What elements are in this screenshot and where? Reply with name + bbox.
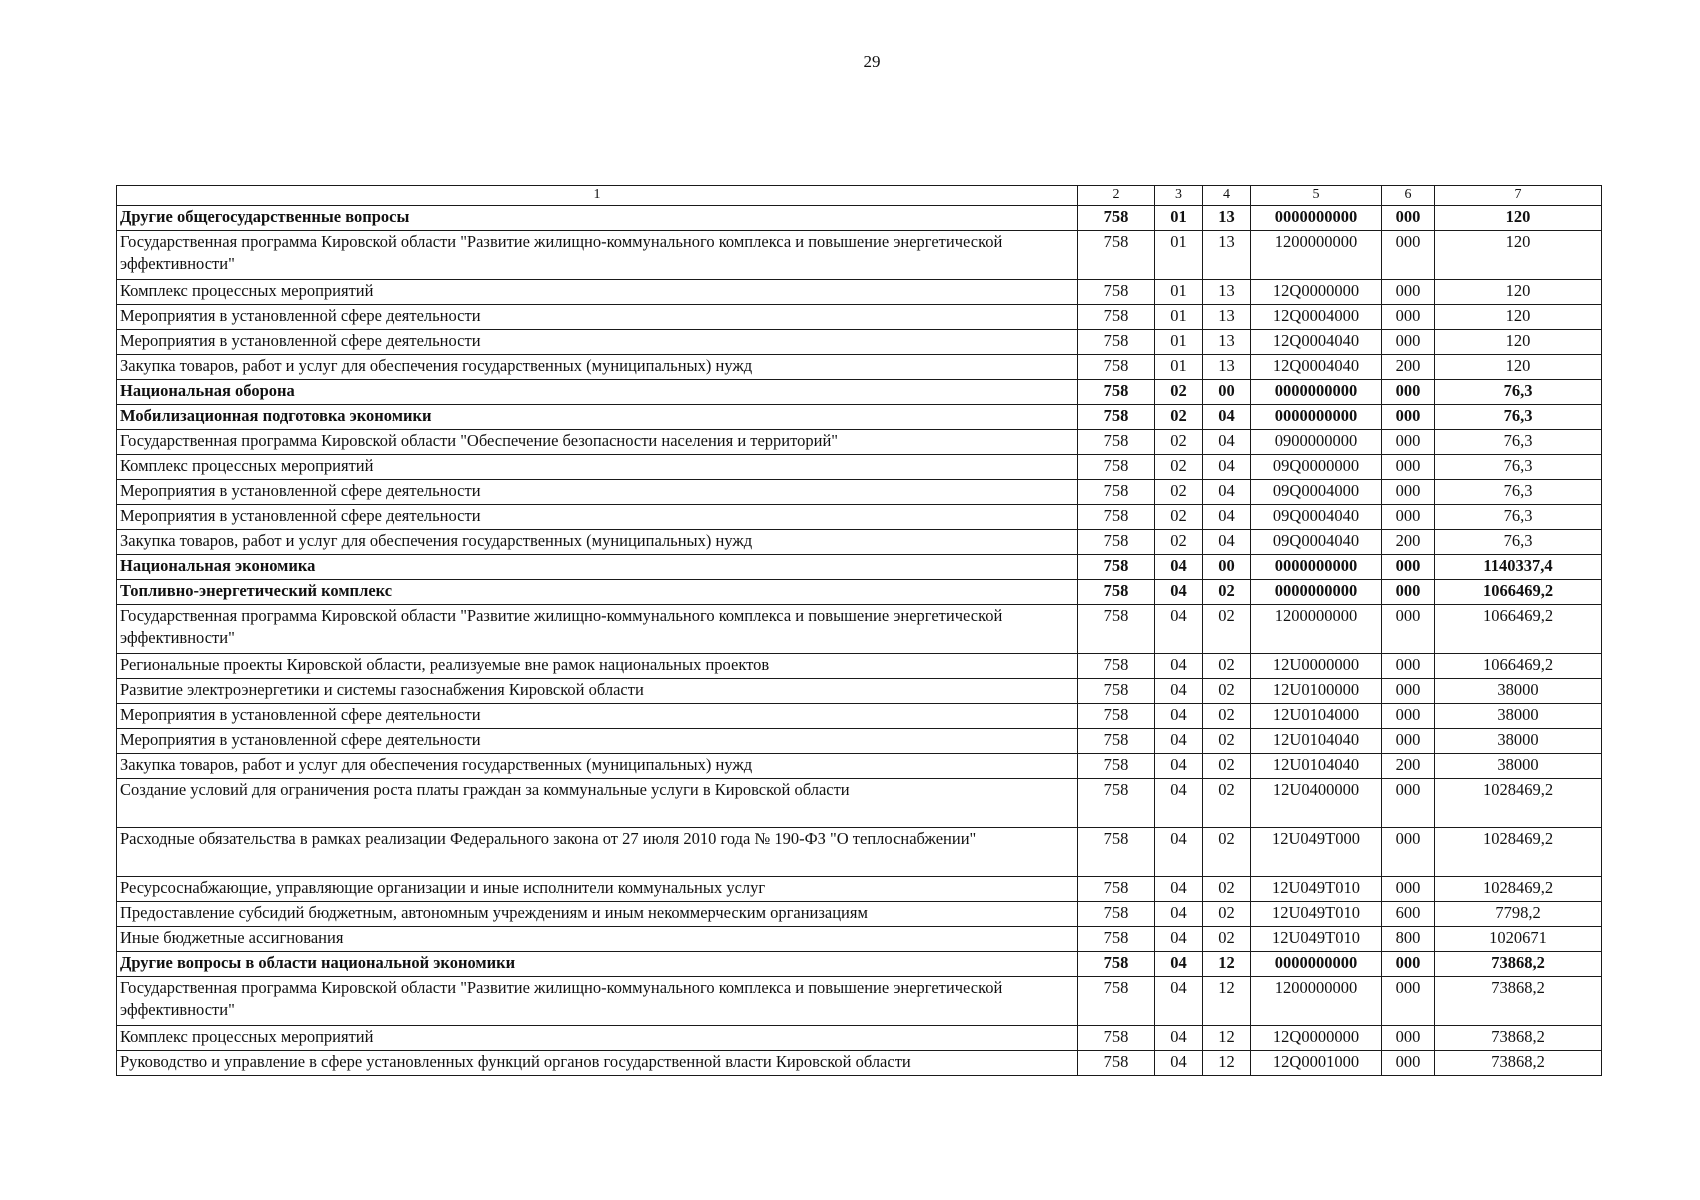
table-body — [117, 186, 1602, 1076]
row-amount-cell: 73868,2 — [1435, 952, 1602, 977]
row-code-cell: 758 — [1078, 555, 1155, 580]
table-row — [117, 405, 1602, 430]
row-target-cell: 12U049T010 — [1251, 902, 1382, 927]
row-expense-type-cell: 000 — [1382, 580, 1435, 605]
row-subsection-cell: 04 — [1203, 455, 1251, 480]
row-target-cell: 0000000000 — [1251, 952, 1382, 977]
row-amount-cell: 7798,2 — [1435, 902, 1602, 927]
row-section-cell: 04 — [1155, 555, 1203, 580]
table-row — [117, 927, 1602, 952]
row-subsection-cell: 02 — [1203, 754, 1251, 779]
row-name-cell: Региональные проекты Кировской области, реализуемые вне рамок национальных проектов — [117, 654, 1078, 679]
row-code-cell: 758 — [1078, 828, 1155, 877]
row-amount-cell: 1066469,2 — [1435, 605, 1602, 654]
row-code-cell: 758 — [1078, 206, 1155, 231]
row-section-cell: 02 — [1155, 530, 1203, 555]
row-expense-type-cell: 200 — [1382, 754, 1435, 779]
row-subsection-cell: 02 — [1203, 654, 1251, 679]
row-target-cell: 12U0000000 — [1251, 654, 1382, 679]
row-expense-type-cell: 000 — [1382, 455, 1435, 480]
row-expense-type-cell: 000 — [1382, 231, 1435, 280]
row-code-cell: 758 — [1078, 1026, 1155, 1051]
row-target-cell: 09Q0004040 — [1251, 505, 1382, 530]
table-row — [117, 480, 1602, 505]
row-target-cell: 12U049T010 — [1251, 927, 1382, 952]
row-section-cell: 04 — [1155, 605, 1203, 654]
row-expense-type-cell: 000 — [1382, 505, 1435, 530]
row-amount-cell: 120 — [1435, 355, 1602, 380]
row-target-cell: 12U0104040 — [1251, 729, 1382, 754]
row-amount-cell: 1066469,2 — [1435, 654, 1602, 679]
header-cell: 5 — [1251, 186, 1382, 206]
row-amount-cell: 76,3 — [1435, 455, 1602, 480]
row-code-cell: 758 — [1078, 977, 1155, 1026]
row-name-cell: Государственная программа Кировской области "Обеспечение безопасности населения и территорий" — [117, 430, 1078, 455]
row-section-cell: 04 — [1155, 828, 1203, 877]
row-subsection-cell: 04 — [1203, 405, 1251, 430]
row-code-cell: 758 — [1078, 1051, 1155, 1076]
row-subsection-cell: 04 — [1203, 480, 1251, 505]
row-name-cell: Иные бюджетные ассигнования — [117, 927, 1078, 952]
row-name-cell: Мероприятия в установленной сфере деятельности — [117, 330, 1078, 355]
row-section-cell: 04 — [1155, 1051, 1203, 1076]
row-target-cell: 12Q0000000 — [1251, 280, 1382, 305]
row-amount-cell: 38000 — [1435, 729, 1602, 754]
row-expense-type-cell: 000 — [1382, 729, 1435, 754]
row-section-cell: 04 — [1155, 679, 1203, 704]
row-section-cell: 04 — [1155, 754, 1203, 779]
row-name-cell: Топливно-энергетический комплекс — [117, 580, 1078, 605]
row-amount-cell: 1020671 — [1435, 927, 1602, 952]
row-subsection-cell: 02 — [1203, 679, 1251, 704]
row-subsection-cell: 13 — [1203, 206, 1251, 231]
row-target-cell: 12Q0001000 — [1251, 1051, 1382, 1076]
table-row — [117, 779, 1602, 828]
row-subsection-cell: 00 — [1203, 555, 1251, 580]
row-name-cell: Расходные обязательства в рамках реализации Федерального закона от 27 июля 2010 года № 190-ФЗ "О теплоснабжении" — [117, 828, 1078, 877]
row-code-cell: 758 — [1078, 779, 1155, 828]
row-expense-type-cell: 000 — [1382, 779, 1435, 828]
header-cell: 6 — [1382, 186, 1435, 206]
row-target-cell: 1200000000 — [1251, 231, 1382, 280]
row-amount-cell: 76,3 — [1435, 430, 1602, 455]
row-subsection-cell: 13 — [1203, 330, 1251, 355]
row-amount-cell: 76,3 — [1435, 505, 1602, 530]
row-subsection-cell: 02 — [1203, 828, 1251, 877]
row-expense-type-cell: 000 — [1382, 679, 1435, 704]
row-subsection-cell: 02 — [1203, 729, 1251, 754]
row-code-cell: 758 — [1078, 654, 1155, 679]
row-section-cell: 02 — [1155, 430, 1203, 455]
row-code-cell: 758 — [1078, 729, 1155, 754]
row-expense-type-cell: 000 — [1382, 654, 1435, 679]
row-target-cell: 1200000000 — [1251, 605, 1382, 654]
row-target-cell: 12U0104000 — [1251, 704, 1382, 729]
table-row — [117, 704, 1602, 729]
row-code-cell: 758 — [1078, 231, 1155, 280]
row-subsection-cell: 00 — [1203, 380, 1251, 405]
header-cell: 7 — [1435, 186, 1602, 206]
header-cell: 4 — [1203, 186, 1251, 206]
row-amount-cell: 73868,2 — [1435, 1026, 1602, 1051]
row-amount-cell: 38000 — [1435, 754, 1602, 779]
row-code-cell: 758 — [1078, 605, 1155, 654]
row-name-cell: Мобилизационная подготовка экономики — [117, 405, 1078, 430]
row-subsection-cell: 02 — [1203, 605, 1251, 654]
row-name-cell: Предоставление субсидий бюджетным, автономным учреждениям и иным некоммерческим организациям — [117, 902, 1078, 927]
row-amount-cell: 76,3 — [1435, 380, 1602, 405]
row-amount-cell: 76,3 — [1435, 480, 1602, 505]
table-row — [117, 1026, 1602, 1051]
row-code-cell: 758 — [1078, 305, 1155, 330]
row-expense-type-cell: 000 — [1382, 704, 1435, 729]
table-row — [117, 729, 1602, 754]
row-code-cell: 758 — [1078, 480, 1155, 505]
row-amount-cell: 73868,2 — [1435, 977, 1602, 1026]
row-target-cell: 12U049T000 — [1251, 828, 1382, 877]
row-code-cell: 758 — [1078, 530, 1155, 555]
row-target-cell: 0900000000 — [1251, 430, 1382, 455]
row-section-cell: 01 — [1155, 231, 1203, 280]
row-amount-cell: 120 — [1435, 280, 1602, 305]
table-row — [117, 754, 1602, 779]
row-code-cell: 758 — [1078, 505, 1155, 530]
row-target-cell: 12Q0004040 — [1251, 355, 1382, 380]
row-expense-type-cell: 000 — [1382, 1026, 1435, 1051]
row-name-cell: Закупка товаров, работ и услуг для обеспечения государственных (муниципальных) нужд — [117, 754, 1078, 779]
row-expense-type-cell: 200 — [1382, 355, 1435, 380]
row-expense-type-cell: 000 — [1382, 305, 1435, 330]
row-target-cell: 12U049T010 — [1251, 877, 1382, 902]
row-section-cell: 04 — [1155, 977, 1203, 1026]
row-subsection-cell: 12 — [1203, 977, 1251, 1026]
row-target-cell: 12Q0000000 — [1251, 1026, 1382, 1051]
row-name-cell: Развитие электроэнергетики и системы газоснабжения Кировской области — [117, 679, 1078, 704]
row-expense-type-cell: 000 — [1382, 330, 1435, 355]
row-name-cell: Создание условий для ограничения роста платы граждан за коммунальные услуги в Кировской области — [117, 779, 1078, 828]
header-cell: 2 — [1078, 186, 1155, 206]
row-subsection-cell: 12 — [1203, 1051, 1251, 1076]
row-amount-cell: 73868,2 — [1435, 1051, 1602, 1076]
row-code-cell: 758 — [1078, 405, 1155, 430]
row-code-cell: 758 — [1078, 704, 1155, 729]
row-amount-cell: 76,3 — [1435, 530, 1602, 555]
table-row — [117, 679, 1602, 704]
row-target-cell: 0000000000 — [1251, 380, 1382, 405]
table-row — [117, 206, 1602, 231]
table-row — [117, 330, 1602, 355]
row-expense-type-cell: 000 — [1382, 430, 1435, 455]
table-row — [117, 580, 1602, 605]
row-subsection-cell: 12 — [1203, 1026, 1251, 1051]
row-expense-type-cell: 000 — [1382, 605, 1435, 654]
row-expense-type-cell: 000 — [1382, 828, 1435, 877]
row-amount-cell: 38000 — [1435, 704, 1602, 729]
row-target-cell: 12Q0004040 — [1251, 330, 1382, 355]
row-name-cell: Комплекс процессных мероприятий — [117, 280, 1078, 305]
row-name-cell: Государственная программа Кировской области "Развитие жилищно-коммунального комплекса и повышение энергетической эффективности" — [117, 605, 1078, 654]
row-name-cell: Национальная экономика — [117, 555, 1078, 580]
header-cell: 1 — [117, 186, 1078, 206]
table-row — [117, 430, 1602, 455]
table-row — [117, 877, 1602, 902]
row-amount-cell: 76,3 — [1435, 405, 1602, 430]
row-code-cell: 758 — [1078, 927, 1155, 952]
row-target-cell: 09Q0004040 — [1251, 530, 1382, 555]
row-name-cell: Мероприятия в установленной сфере деятельности — [117, 729, 1078, 754]
row-name-cell: Закупка товаров, работ и услуг для обеспечения государственных (муниципальных) нужд — [117, 355, 1078, 380]
row-expense-type-cell: 000 — [1382, 977, 1435, 1026]
row-expense-type-cell: 000 — [1382, 380, 1435, 405]
row-target-cell: 0000000000 — [1251, 555, 1382, 580]
row-section-cell: 04 — [1155, 580, 1203, 605]
row-subsection-cell: 02 — [1203, 877, 1251, 902]
row-section-cell: 04 — [1155, 952, 1203, 977]
row-subsection-cell: 13 — [1203, 231, 1251, 280]
row-section-cell: 01 — [1155, 206, 1203, 231]
row-name-cell: Комплекс процессных мероприятий — [117, 455, 1078, 480]
row-subsection-cell: 02 — [1203, 902, 1251, 927]
row-code-cell: 758 — [1078, 380, 1155, 405]
row-subsection-cell: 13 — [1203, 305, 1251, 330]
row-expense-type-cell: 000 — [1382, 480, 1435, 505]
row-section-cell: 04 — [1155, 877, 1203, 902]
row-code-cell: 758 — [1078, 280, 1155, 305]
row-subsection-cell: 04 — [1203, 505, 1251, 530]
row-section-cell: 01 — [1155, 330, 1203, 355]
row-name-cell: Руководство и управление в сфере установленных функций органов государственной власти Кировской области — [117, 1051, 1078, 1076]
table-row — [117, 305, 1602, 330]
row-target-cell: 12U0400000 — [1251, 779, 1382, 828]
row-target-cell: 09Q0004000 — [1251, 480, 1382, 505]
row-subsection-cell: 12 — [1203, 952, 1251, 977]
row-target-cell: 0000000000 — [1251, 206, 1382, 231]
row-section-cell: 04 — [1155, 927, 1203, 952]
row-subsection-cell: 02 — [1203, 580, 1251, 605]
table-row — [117, 231, 1602, 280]
table-row — [117, 952, 1602, 977]
table-row — [117, 505, 1602, 530]
table-header-row — [117, 186, 1602, 206]
row-expense-type-cell: 000 — [1382, 877, 1435, 902]
row-section-cell: 01 — [1155, 305, 1203, 330]
row-target-cell: 1200000000 — [1251, 977, 1382, 1026]
row-code-cell: 758 — [1078, 330, 1155, 355]
row-subsection-cell: 02 — [1203, 779, 1251, 828]
row-amount-cell: 1028469,2 — [1435, 828, 1602, 877]
row-target-cell: 09Q0000000 — [1251, 455, 1382, 480]
row-section-cell: 02 — [1155, 380, 1203, 405]
row-amount-cell: 1066469,2 — [1435, 580, 1602, 605]
row-amount-cell: 120 — [1435, 231, 1602, 280]
row-amount-cell: 120 — [1435, 206, 1602, 231]
table-row — [117, 555, 1602, 580]
table-row — [117, 605, 1602, 654]
row-amount-cell: 1140337,4 — [1435, 555, 1602, 580]
row-subsection-cell: 02 — [1203, 927, 1251, 952]
row-name-cell: Другие вопросы в области национальной экономики — [117, 952, 1078, 977]
row-target-cell: 12U0100000 — [1251, 679, 1382, 704]
table-row — [117, 455, 1602, 480]
row-section-cell: 01 — [1155, 280, 1203, 305]
row-subsection-cell: 04 — [1203, 530, 1251, 555]
row-section-cell: 02 — [1155, 505, 1203, 530]
row-code-cell: 758 — [1078, 355, 1155, 380]
row-expense-type-cell: 000 — [1382, 206, 1435, 231]
row-code-cell: 758 — [1078, 679, 1155, 704]
table-row — [117, 1051, 1602, 1076]
table-row — [117, 355, 1602, 380]
row-expense-type-cell: 000 — [1382, 1051, 1435, 1076]
table-row — [117, 280, 1602, 305]
row-subsection-cell: 13 — [1203, 280, 1251, 305]
row-name-cell: Мероприятия в установленной сфере деятельности — [117, 305, 1078, 330]
row-code-cell: 758 — [1078, 952, 1155, 977]
row-expense-type-cell: 000 — [1382, 952, 1435, 977]
row-code-cell: 758 — [1078, 902, 1155, 927]
row-section-cell: 02 — [1155, 480, 1203, 505]
row-name-cell: Комплекс процессных мероприятий — [117, 1026, 1078, 1051]
row-section-cell: 02 — [1155, 455, 1203, 480]
table-row — [117, 654, 1602, 679]
row-amount-cell: 1028469,2 — [1435, 779, 1602, 828]
row-subsection-cell: 04 — [1203, 430, 1251, 455]
row-section-cell: 04 — [1155, 1026, 1203, 1051]
row-expense-type-cell: 000 — [1382, 555, 1435, 580]
row-name-cell: Национальная оборона — [117, 380, 1078, 405]
row-section-cell: 04 — [1155, 902, 1203, 927]
budget-table — [116, 185, 1602, 1076]
row-section-cell: 04 — [1155, 654, 1203, 679]
row-amount-cell: 120 — [1435, 305, 1602, 330]
row-name-cell: Мероприятия в установленной сфере деятельности — [117, 704, 1078, 729]
row-subsection-cell: 02 — [1203, 704, 1251, 729]
row-expense-type-cell: 000 — [1382, 405, 1435, 430]
row-expense-type-cell: 000 — [1382, 280, 1435, 305]
row-expense-type-cell: 600 — [1382, 902, 1435, 927]
table-row — [117, 977, 1602, 1026]
row-name-cell: Государственная программа Кировской области "Развитие жилищно-коммунального комплекса и повышение энергетической эффективности" — [117, 231, 1078, 280]
header-cell: 3 — [1155, 186, 1203, 206]
row-section-cell: 04 — [1155, 704, 1203, 729]
row-code-cell: 758 — [1078, 455, 1155, 480]
row-target-cell: 12Q0004000 — [1251, 305, 1382, 330]
row-section-cell: 01 — [1155, 355, 1203, 380]
page-number: 29 — [863, 52, 881, 71]
row-code-cell: 758 — [1078, 430, 1155, 455]
row-section-cell: 04 — [1155, 729, 1203, 754]
row-expense-type-cell: 200 — [1382, 530, 1435, 555]
row-code-cell: 758 — [1078, 877, 1155, 902]
row-expense-type-cell: 800 — [1382, 927, 1435, 952]
row-amount-cell: 38000 — [1435, 679, 1602, 704]
table-row — [117, 902, 1602, 927]
table-row — [117, 530, 1602, 555]
row-section-cell: 04 — [1155, 779, 1203, 828]
row-code-cell: 758 — [1078, 754, 1155, 779]
row-name-cell: Мероприятия в установленной сфере деятельности — [117, 505, 1078, 530]
row-subsection-cell: 13 — [1203, 355, 1251, 380]
row-amount-cell: 1028469,2 — [1435, 877, 1602, 902]
row-code-cell: 758 — [1078, 580, 1155, 605]
row-target-cell: 0000000000 — [1251, 580, 1382, 605]
row-name-cell: Закупка товаров, работ и услуг для обеспечения государственных (муниципальных) нужд — [117, 530, 1078, 555]
row-name-cell: Ресурсоснабжающие, управляющие организации и иные исполнители коммунальных услуг — [117, 877, 1078, 902]
row-target-cell: 0000000000 — [1251, 405, 1382, 430]
row-section-cell: 02 — [1155, 405, 1203, 430]
table-row — [117, 380, 1602, 405]
table-row — [117, 828, 1602, 877]
row-name-cell: Мероприятия в установленной сфере деятельности — [117, 480, 1078, 505]
row-amount-cell: 120 — [1435, 330, 1602, 355]
row-name-cell: Государственная программа Кировской области "Развитие жилищно-коммунального комплекса и повышение энергетической эффективности" — [117, 977, 1078, 1026]
row-name-cell: Другие общегосударственные вопросы — [117, 206, 1078, 231]
row-target-cell: 12U0104040 — [1251, 754, 1382, 779]
